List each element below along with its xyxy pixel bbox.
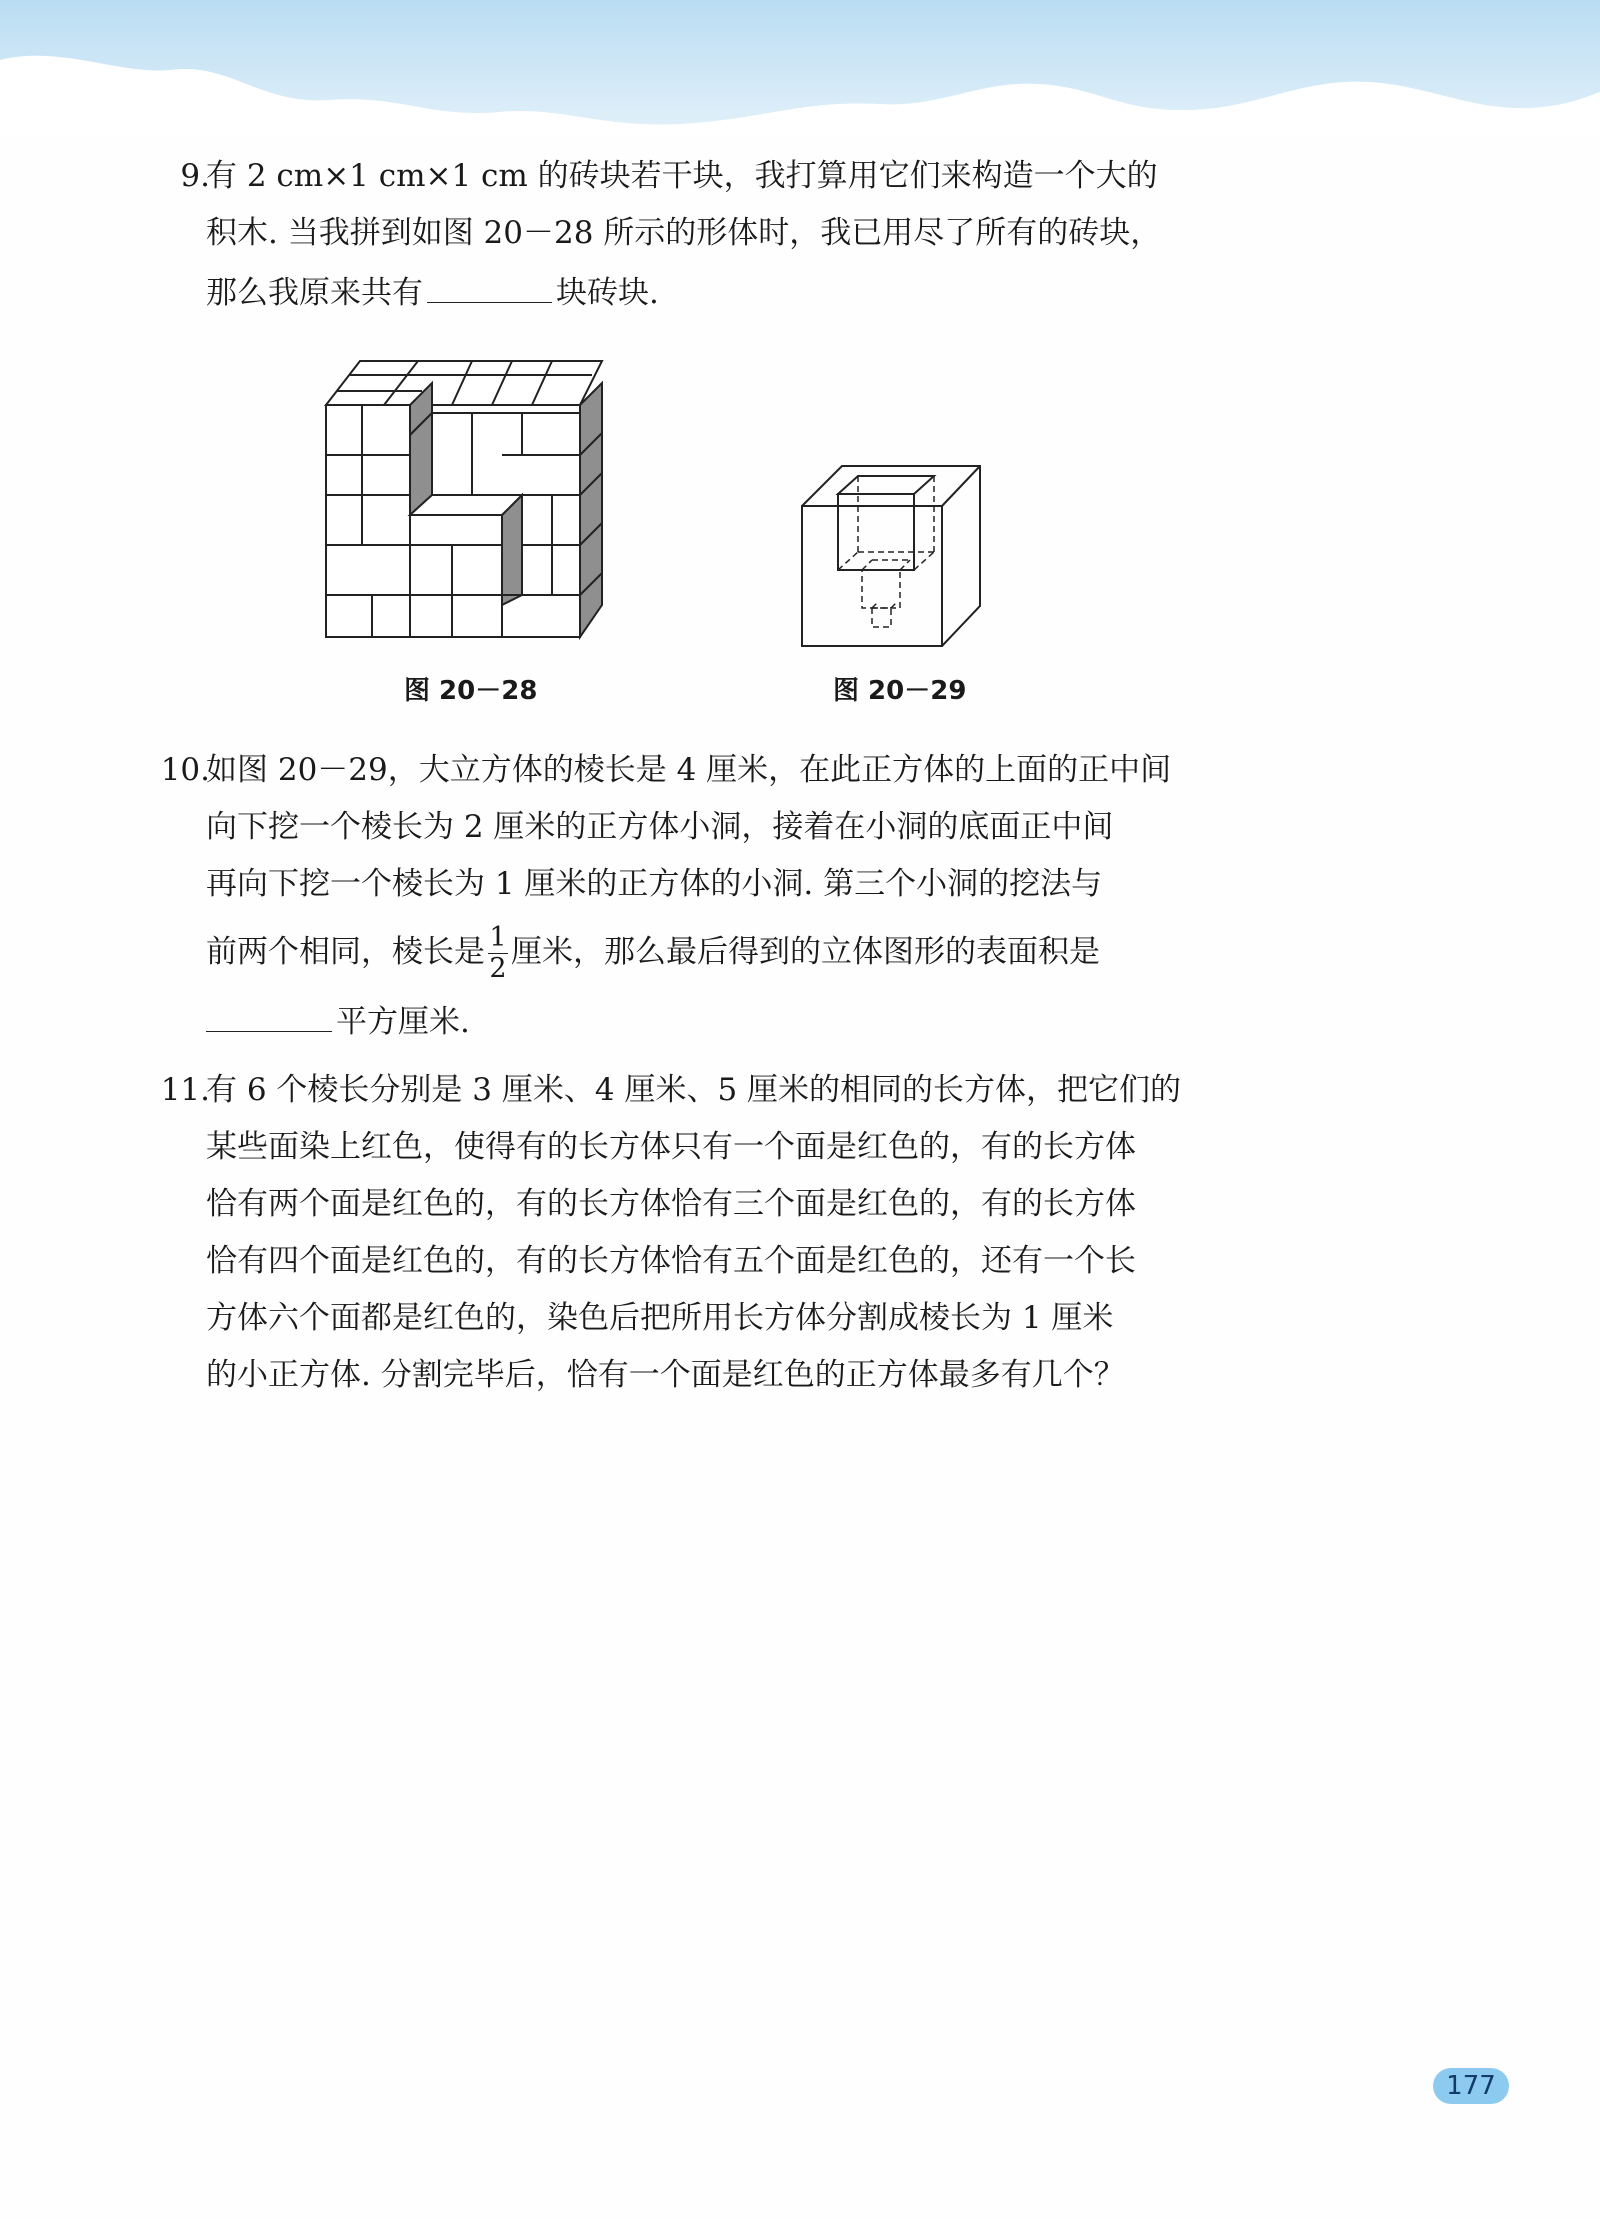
problem-text-line: 积木. 当我拼到如图 20－28 所示的形体时，我已用尽了所有的砖块， <box>206 215 1162 251</box>
problem-text-line <box>206 262 1160 322</box>
problem-10 <box>160 742 1172 1051</box>
problem-text: 平方厘米. <box>336 1004 470 1040</box>
problem-text-line: 如图 20－29，大立方体的棱长是 4 厘米，在此正方体的上面的正中间 <box>206 752 1172 788</box>
problem-text: 前两个相同，棱长是 <box>206 934 485 970</box>
problem-number: 10. <box>160 752 210 788</box>
problem-text: 厘米，那么最后得到的立体图形的表面积是 <box>511 934 1100 970</box>
problem-text-line: 有 6 个棱长分别是 3 厘米、4 厘米、5 厘米的相同的长方体，把它们的 <box>206 1072 1182 1108</box>
figure-20-29-cube-with-holes <box>800 464 982 648</box>
problem-text-line: 方体六个面都是红色的，染色后把所用长方体分割成棱长为 1 厘米 <box>206 1300 1114 1336</box>
problem-11 <box>160 1062 1182 1404</box>
figure-20-28-brick-structure <box>322 355 607 645</box>
problem-text: 那么我原来共有 <box>206 275 423 311</box>
problem-number: 11. <box>160 1072 210 1108</box>
problem-number: 9. <box>180 158 210 194</box>
problem-text-line: 再向下挖一个棱长为 1 厘米的正方体的小洞. 第三个小洞的挖法与 <box>206 866 1103 902</box>
page-number: 177 <box>1433 2068 1509 2104</box>
fraction-denominator: 2 <box>489 953 507 984</box>
answer-blank[interactable] <box>427 262 552 303</box>
problem-text-line: 恰有四个面是红色的，有的长方体恰有五个面是红色的，还有一个长 <box>206 1243 1136 1279</box>
problem-9 <box>160 148 1160 322</box>
problem-text-line: 某些面染上红色，使得有的长方体只有一个面是红色的，有的长方体 <box>206 1129 1136 1165</box>
fraction-one-half <box>488 923 508 984</box>
problem-text-line: 的小正方体. 分割完毕后，恰有一个面是红色的正方体最多有几个？ <box>206 1357 1125 1393</box>
problem-text: 块砖块. <box>556 275 659 311</box>
figure-caption: 图 20－29 <box>833 676 967 706</box>
figure-caption: 图 20－28 <box>404 676 538 706</box>
problem-text-line <box>206 913 1160 991</box>
problem-text-line: 向下挖一个棱长为 2 厘米的正方体小洞，接着在小洞的底面正中间 <box>206 809 1114 845</box>
problem-text-line: 有 2 cm×1 cm×1 cm 的砖块若干块，我打算用它们来构造一个大的 <box>206 158 1158 194</box>
answer-blank[interactable] <box>206 991 332 1032</box>
problem-text-line: 恰有两个面是红色的，有的长方体恰有三个面是红色的，有的长方体 <box>206 1186 1136 1222</box>
problem-text-line <box>206 991 1160 1051</box>
fraction-numerator: 1 <box>489 922 507 953</box>
